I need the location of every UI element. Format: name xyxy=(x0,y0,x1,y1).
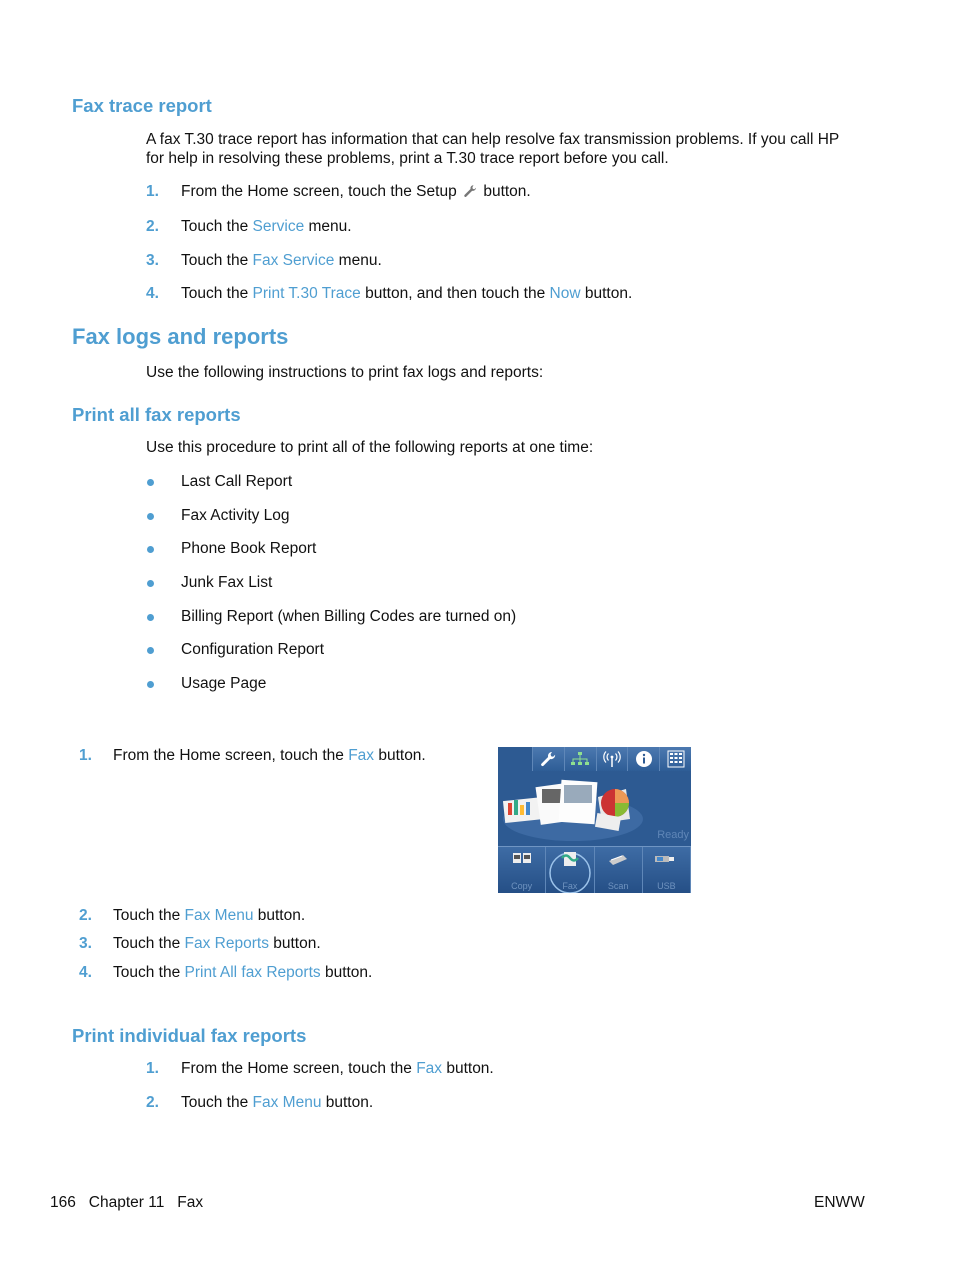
report-list-item: Phone Book Report xyxy=(181,540,317,557)
usb-button[interactable] xyxy=(643,847,691,893)
step-text: button. xyxy=(268,935,321,952)
step-text: Touch the xyxy=(181,285,253,302)
section-heading-fax-logs: Fax logs and reports xyxy=(72,324,289,349)
network-icon xyxy=(570,751,590,767)
step-text: button. xyxy=(483,183,531,200)
wireless-button[interactable] xyxy=(596,747,628,771)
page-footer-left: 166 Chapter 11 Fax xyxy=(50,1194,204,1211)
wrench-icon xyxy=(539,750,557,768)
print-all-fax-reports-link[interactable]: Print All fax Reports xyxy=(184,964,321,981)
network-button[interactable] xyxy=(564,747,596,771)
now-button-link[interactable]: Now xyxy=(549,285,581,302)
info-icon xyxy=(635,750,653,768)
scan-label: Scan xyxy=(607,881,629,891)
fax-service-menu-link[interactable]: Fax Service xyxy=(252,252,335,269)
page-footer-right: ENWW xyxy=(814,1194,865,1211)
print-all-step-4 xyxy=(113,964,372,982)
step-number: 4. xyxy=(79,964,92,981)
step-text: button. xyxy=(321,1094,374,1111)
print-individual-step-2 xyxy=(181,1094,373,1112)
section-heading-print-individual: Print individual fax reports xyxy=(72,1025,307,1046)
fax-trace-step-3 xyxy=(181,252,382,270)
step-text: Touch the xyxy=(181,252,253,269)
print-all-step-3 xyxy=(113,935,321,953)
service-menu-link[interactable]: Service xyxy=(252,218,305,235)
fax-trace-step-4 xyxy=(181,285,632,303)
bottom-toolbar xyxy=(498,846,691,893)
fax-trace-intro-line2: for help in resolving these problems, print a T.30 trace report before you call. xyxy=(146,150,669,167)
step-text: Touch the xyxy=(181,218,253,235)
scan-button[interactable] xyxy=(595,847,643,893)
step-text: button. xyxy=(442,1060,494,1077)
fax-menu-link[interactable]: Fax Menu xyxy=(184,907,254,924)
fax-button[interactable] xyxy=(546,847,594,893)
info-button[interactable] xyxy=(627,747,659,771)
usb-label: USB xyxy=(657,881,676,891)
step-text: menu. xyxy=(304,218,352,235)
report-list-item: Usage Page xyxy=(181,675,267,692)
bullet-icon xyxy=(147,580,154,587)
report-list-item: Billing Report (when Billing Codes are turned on) xyxy=(181,608,517,625)
report-list-item: Fax Activity Log xyxy=(181,507,290,524)
fax-trace-intro-line1: A fax T.30 trace report has information that can help resolve fax transmission problems. If you call HP xyxy=(146,131,840,148)
copy-button[interactable] xyxy=(498,847,546,893)
step-text: From the Home screen, touch the xyxy=(181,1060,417,1077)
fax-icon xyxy=(560,850,580,868)
fax-button-link[interactable]: Fax xyxy=(416,1060,443,1077)
step-text: From the Home screen, touch the xyxy=(113,747,349,764)
fax-trace-step-1 xyxy=(181,183,531,201)
print-all-step-1 xyxy=(113,747,426,765)
step-text: Touch the xyxy=(113,964,185,981)
fax-label: Fax xyxy=(562,881,578,891)
step-number: 3. xyxy=(79,935,92,952)
step-text: Touch the xyxy=(181,1094,253,1111)
setup-button[interactable] xyxy=(532,747,564,771)
step-text: button, and then touch the xyxy=(360,285,550,302)
copy-label: Copy xyxy=(511,881,533,891)
step-number: 2. xyxy=(79,907,92,924)
step-number: 4. xyxy=(146,285,159,302)
fax-logs-intro: Use the following instructions to print fax logs and reports: xyxy=(146,364,544,381)
wrench-icon xyxy=(463,184,477,198)
step-number: 2. xyxy=(146,218,159,235)
copy-icon xyxy=(511,851,533,867)
step-number: 1. xyxy=(146,1060,159,1077)
usb-icon xyxy=(653,852,679,866)
report-list-item: Junk Fax List xyxy=(181,574,273,591)
print-all-intro: Use this procedure to print all of the following reports at one time: xyxy=(146,439,594,456)
step-text: menu. xyxy=(334,252,382,269)
report-list-item: Configuration Report xyxy=(181,641,325,658)
step-number: 1. xyxy=(146,183,159,200)
bullet-icon xyxy=(147,681,154,688)
step-text: Touch the xyxy=(113,935,185,952)
print-all-step-2 xyxy=(113,907,305,925)
step-number: 3. xyxy=(146,252,159,269)
bullet-icon xyxy=(147,479,154,486)
print-t30-trace-link[interactable]: Print T.30 Trace xyxy=(252,285,361,302)
bullet-icon xyxy=(147,647,154,654)
step-text: button. xyxy=(320,964,373,981)
fax-menu-link[interactable]: Fax Menu xyxy=(252,1094,322,1111)
top-toolbar xyxy=(532,747,691,771)
step-text: button. xyxy=(253,907,306,924)
fax-button-link[interactable]: Fax xyxy=(348,747,375,764)
keypad-button[interactable] xyxy=(659,747,691,771)
bullet-icon xyxy=(147,513,154,520)
step-number: 2. xyxy=(146,1094,159,1111)
control-panel-home-screen xyxy=(498,747,691,893)
bullet-icon xyxy=(147,614,154,621)
section-heading-print-all: Print all fax reports xyxy=(72,404,241,425)
step-text: From the Home screen, touch the Setup xyxy=(181,183,457,200)
report-list-item: Last Call Report xyxy=(181,473,293,490)
print-individual-step-1 xyxy=(181,1060,494,1078)
step-text: button. xyxy=(374,747,426,764)
scan-icon xyxy=(607,851,629,867)
section-heading-fax-trace: Fax trace report xyxy=(72,95,212,116)
status-text: Ready xyxy=(657,829,689,841)
step-number: 1. xyxy=(79,747,92,764)
step-text: Touch the xyxy=(113,907,185,924)
fax-reports-link[interactable]: Fax Reports xyxy=(184,935,269,952)
step-text: button. xyxy=(580,285,633,302)
bullet-icon xyxy=(147,546,154,553)
keypad-icon xyxy=(667,750,685,768)
fax-trace-step-2 xyxy=(181,218,352,236)
wireless-icon xyxy=(603,750,621,768)
